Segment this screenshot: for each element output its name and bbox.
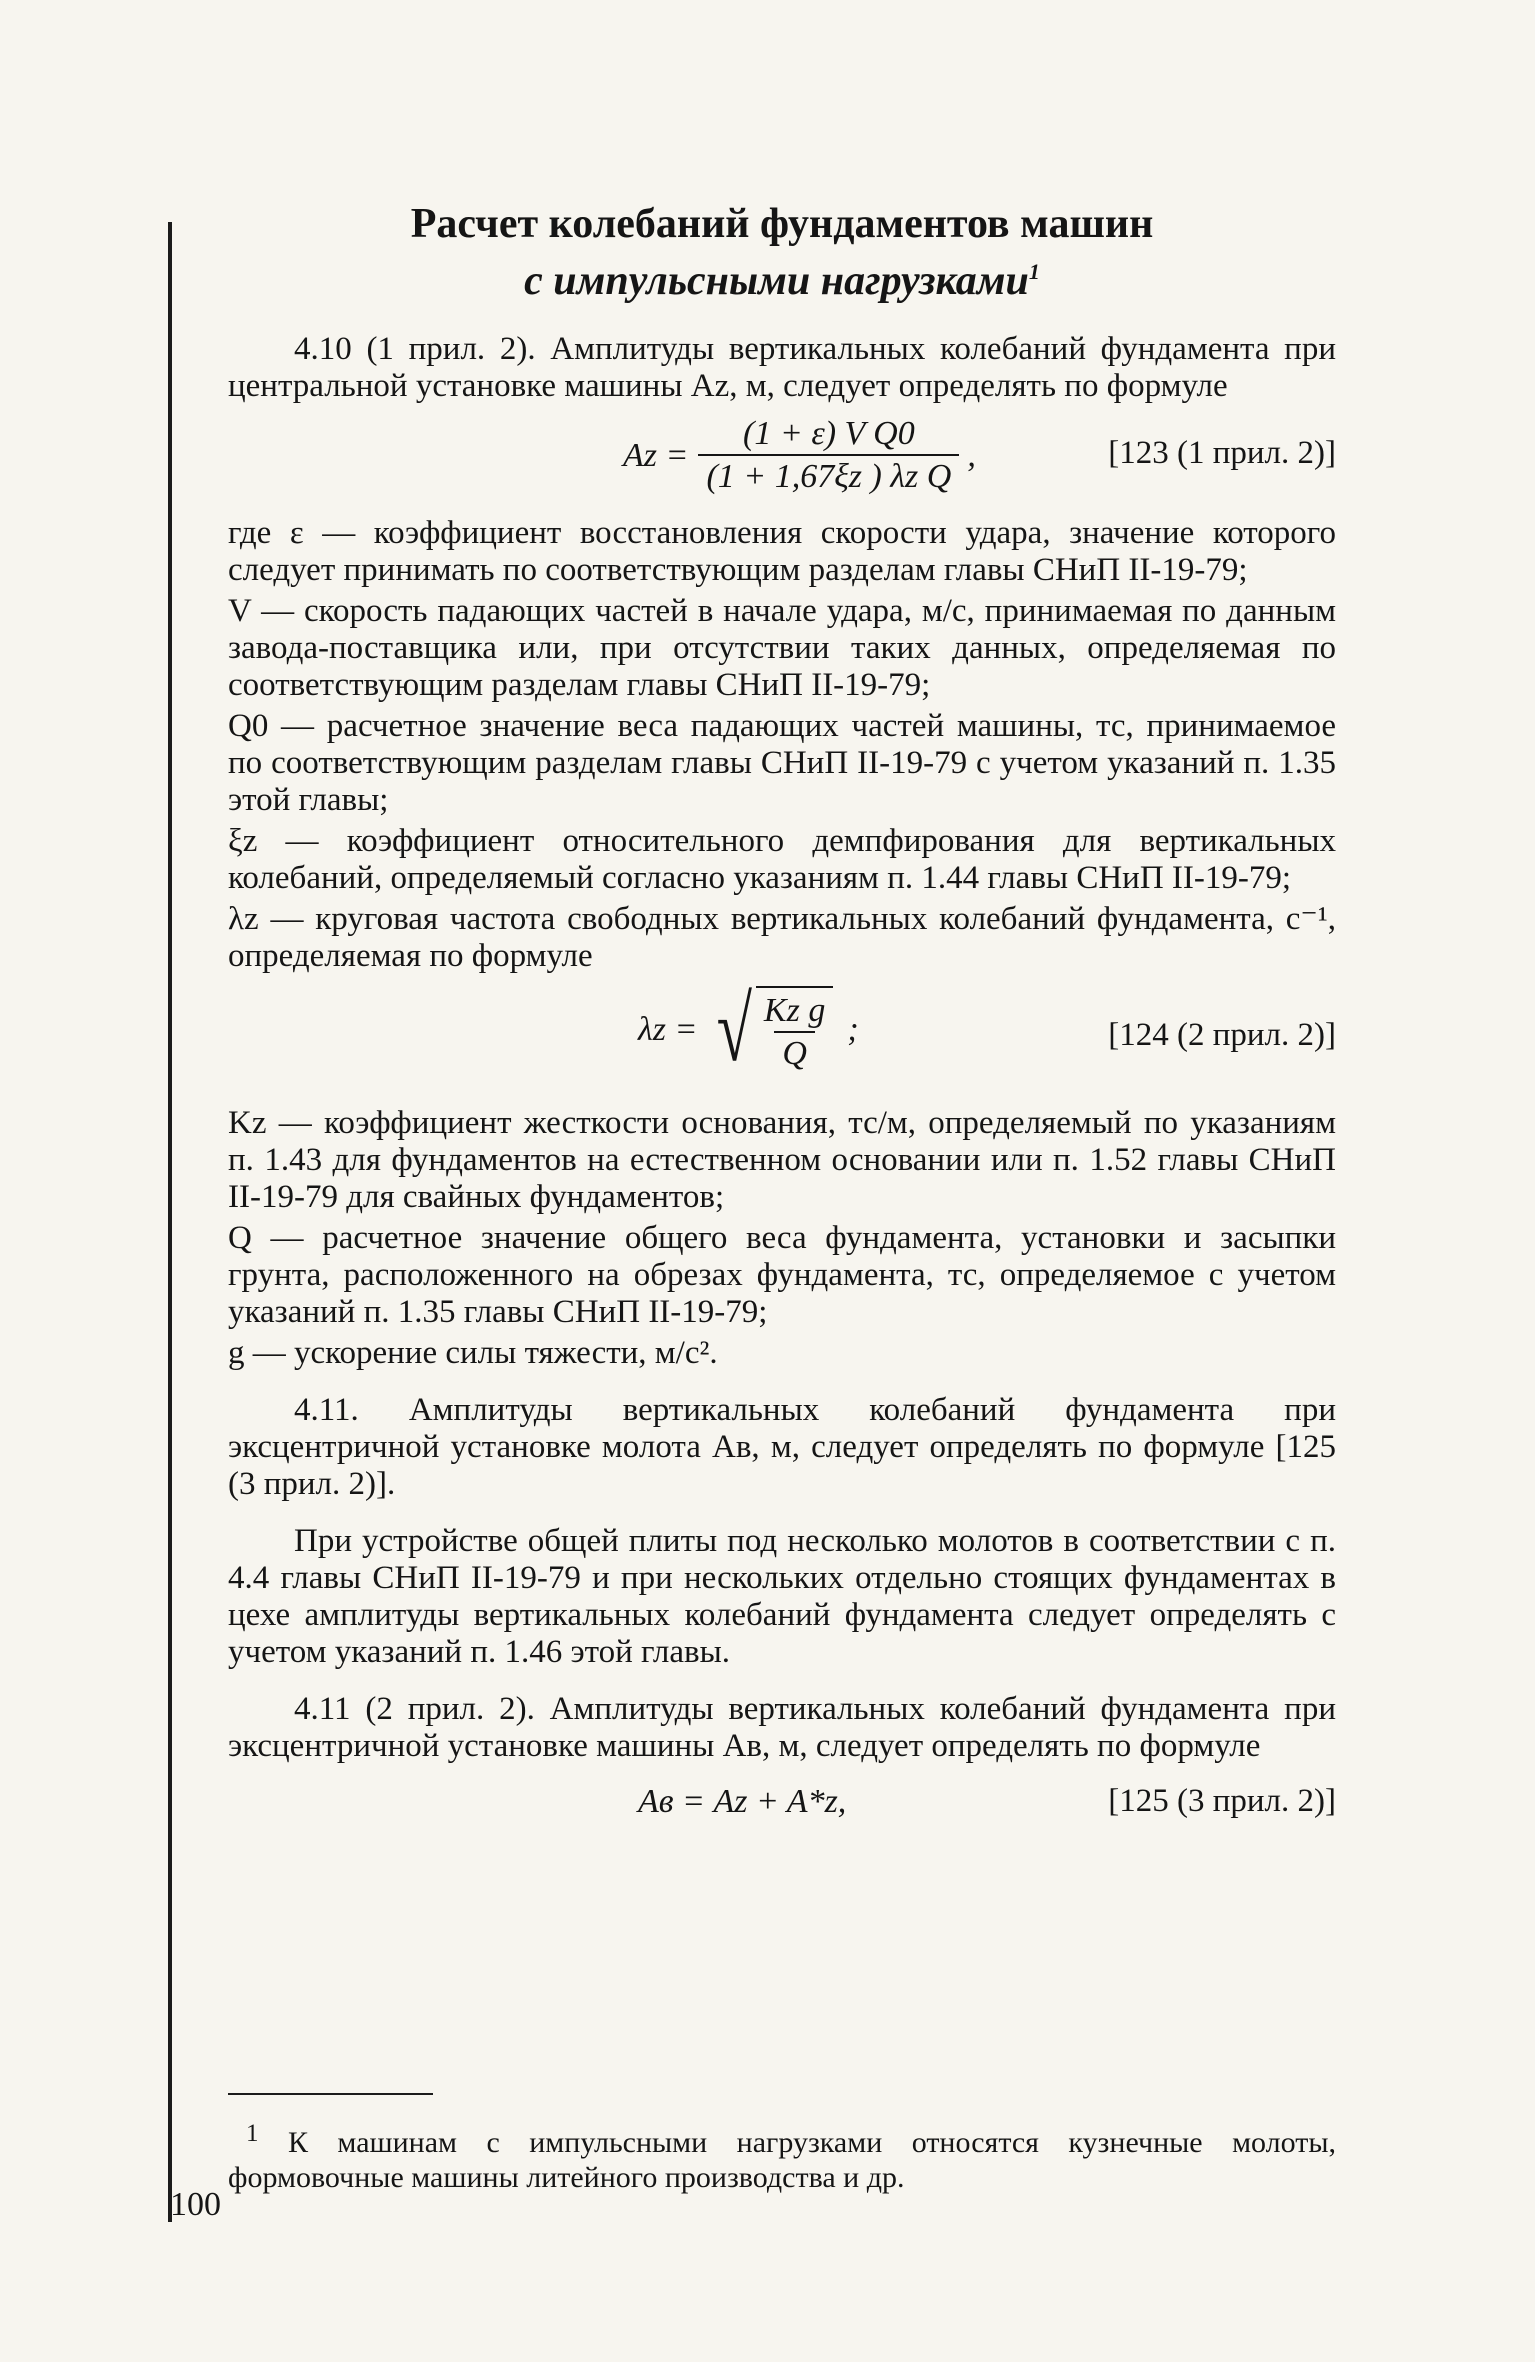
formula-123-lhs: Az =: [623, 436, 689, 474]
page-content: [228, 200, 1336, 1845]
section-title: [228, 200, 1336, 305]
formula-123-denominator: (1 + 1,67ξz ) λz Q: [698, 454, 959, 495]
formula-124-denominator: Q: [774, 1031, 815, 1072]
title-footnote-mark: 1: [1028, 259, 1040, 284]
definition-q: Q — расчетное значение общего веса фундамента, установки и засыпки грунта, расположенного на обрезах фундамента, тс, определяемое с учетом указаний п. 1.35 главы СНиП II-19-79;: [228, 1220, 1336, 1330]
definition-g: g — ускорение силы тяжести, м/с².: [228, 1335, 718, 1371]
formula-125-expr: Aв = Az + A*z,: [638, 1783, 847, 1820]
footnote-rule: [228, 2093, 433, 2095]
margin-rule: [168, 222, 172, 2222]
formula-123-numerator: (1 + ε) V Q0: [743, 415, 915, 452]
definition-kz: Kz — коэффициент жесткости основания, тс/м, определяемый по указаниям п. 1.43 для фундаментов на естественном основании или п. 1.52 главы СНиП II-19-79 для свайных фундаментов;: [228, 1105, 1336, 1215]
title-line-2: [228, 248, 1336, 305]
paragraph-4-11-b: 4.11 (2 прил. 2). Амплитуды вертикальных колебаний фундамента при эксцентричной установке машины Aв, м, следует определять по формуле: [228, 1691, 1336, 1764]
definition-v: V — скорость падающих частей в начале удара, м/с, принимаемая по данным завода-поставщика или, при отсутствии таких данных, определяемая по соответствующим разделам главы СНиП II-19-79;: [228, 593, 1336, 703]
footnote-mark: 1: [246, 2120, 259, 2147]
footnote-text: К машинам с импульсными нагрузками относятся кузнечные молоты, формовочные машины литейного производства и др.: [228, 2126, 1337, 2194]
formula-124-trail: ;: [847, 1010, 859, 1048]
formula-123-ref: [123 (1 прил. 2)]: [1108, 435, 1336, 471]
definition-lambda: λz — круговая частота свободных вертикальных колебаний фундамента, с⁻¹, определяемая по формуле: [228, 901, 1336, 974]
paragraph-common-plate: При устройстве общей плиты под несколько молотов в соответствии с п. 4.4 главы СНиП II-19-79 и при нескольких отдельно стоящих фундаментах в цехе амплитуды вертикальных колебаний фундамента следует определять с учетом указаний п. 1.46 этой главы.: [228, 1523, 1336, 1670]
formula-124-lhs: λz =: [638, 1010, 698, 1048]
paragraph-4-10: 4.10 (1 прил. 2). Амплитуды вертикальных колебаний фундамента при центральной установке машины Az, м, следует определять по формуле: [228, 331, 1336, 404]
formula-124-ref: [124 (2 прил. 2)]: [1108, 1017, 1336, 1053]
formula-125: [228, 1765, 1336, 1845]
formula-124-numerator: Kz g: [763, 992, 826, 1029]
formula-123-trail: ,: [967, 436, 976, 474]
title-line-1: Расчет колебаний фундаментов машин: [410, 201, 1154, 247]
definition-xi: ξz — коэффициент относительного демпфирования для вертикальных колебаний, определяемый согласно указаниям п. 1.44 главы СНиП II-19-79;: [228, 823, 1336, 896]
sqrt-sign: √: [716, 978, 753, 1080]
definition-q0: Q0 — расчетное значение веса падающих частей машины, тс, принимаемое по соответствующим разделам главы СНиП II-19-79 с учетом указаний п. 1.35 этой главы;: [228, 708, 1336, 818]
formula-123: [228, 405, 1336, 515]
footnote: [228, 2116, 1336, 2195]
title-line-2-text: с импульсными нагрузками: [524, 258, 1029, 304]
definitions-2: [228, 1105, 1336, 1372]
definitions-1: [228, 515, 1336, 975]
formula-125-ref: [125 (3 прил. 2)]: [1108, 1783, 1336, 1819]
formula-124: [228, 975, 1336, 1105]
page-number: 100: [170, 2186, 221, 2223]
definition-epsilon: где ε — коэффициент восстановления скорости удара, значение которого следует принимать по соответствующим разделам главы СНиП II-19-79;: [228, 515, 1336, 588]
paragraph-4-11: 4.11. Амплитуды вертикальных колебаний фундамента при эксцентричной установке молота Aв, м, следует определять по формуле [125 (3 прил. 2)].: [228, 1392, 1336, 1502]
